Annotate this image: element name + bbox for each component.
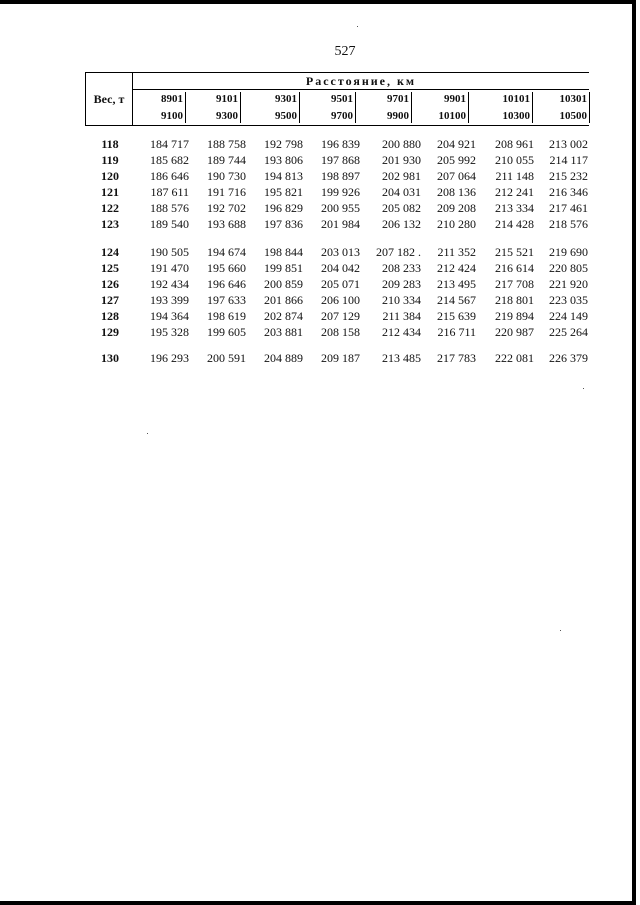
value-cell: 201 930: [382, 153, 421, 167]
weight-cell: 124: [101, 245, 119, 259]
value-cell: 214 117: [549, 153, 588, 167]
value-cell: 209 187: [321, 351, 360, 365]
scan-speck: [560, 630, 561, 631]
range-from: 9301: [275, 93, 297, 105]
weight-cell: 127: [101, 293, 119, 307]
value-cell: 208 233: [382, 261, 421, 275]
value-cell: 213 495: [437, 277, 476, 291]
weight-cell: 121: [101, 185, 119, 199]
value-cell: 191 470: [150, 261, 189, 275]
value-cell: 217 461: [549, 201, 588, 215]
value-cell: 200 591: [207, 351, 246, 365]
range-from: 10301: [559, 93, 587, 105]
value-cell: 211 148: [495, 169, 534, 183]
value-cell: 217 708: [495, 277, 534, 291]
value-cell: 195 660: [207, 261, 246, 275]
value-cell: 199 605: [207, 325, 246, 339]
value-cell: 205 992: [437, 153, 476, 167]
value-cell: 213 002: [549, 137, 588, 151]
value-cell: 226 379: [549, 351, 588, 365]
value-cell: 211 352: [437, 245, 476, 259]
distance-header: Расстояние, км: [133, 73, 589, 90]
value-cell: 191 716: [207, 185, 246, 199]
value-cell: 216 614: [495, 261, 534, 275]
value-cell: 217 783: [437, 351, 476, 365]
value-cell: 218 801: [495, 293, 534, 307]
table-row: [0, 277, 640, 294]
value-cell: 213 334: [495, 201, 534, 215]
value-cell: 198 897: [321, 169, 360, 183]
value-cell: 219 690: [549, 245, 588, 259]
value-cell: 187 611: [150, 185, 189, 199]
weight-cell: 122: [101, 201, 119, 215]
weight-cell: 129: [101, 325, 119, 339]
scan-speck: [583, 388, 584, 389]
value-cell: 196 839: [321, 137, 360, 151]
range-to: 10500: [559, 110, 587, 122]
range-from: 10101: [502, 93, 530, 105]
value-cell: 218 576: [549, 217, 588, 231]
range-to: 9900: [387, 110, 409, 122]
value-cell: 200 955: [321, 201, 360, 215]
value-cell: 222 081: [495, 351, 534, 365]
value-cell: 205 071: [321, 277, 360, 291]
value-cell: 210 334: [382, 293, 421, 307]
value-cell: 185 682: [150, 153, 189, 167]
value-cell: 197 633: [207, 293, 246, 307]
value-cell: 219 894: [495, 309, 534, 323]
value-cell: 194 674: [207, 245, 246, 259]
table-row: [0, 261, 640, 278]
value-cell: 190 730: [207, 169, 246, 183]
table-row: [0, 169, 640, 186]
value-cell: 215 639: [437, 309, 476, 323]
value-cell: 221 920: [549, 277, 588, 291]
value-cell: 208 961: [495, 137, 534, 151]
weight-cell: 128: [101, 309, 119, 323]
value-cell: 212 434: [382, 325, 421, 339]
value-cell: 215 232: [549, 169, 588, 183]
value-cell: 209 283: [382, 277, 421, 291]
value-cell: 198 844: [264, 245, 303, 259]
value-cell: 201 866: [264, 293, 303, 307]
table-row: [0, 309, 640, 326]
weight-cell: 126: [101, 277, 119, 291]
value-cell: 208 158: [321, 325, 360, 339]
weight-cell: 119: [101, 153, 119, 167]
value-cell: 205 082: [382, 201, 421, 215]
weight-column-header: Вес, т: [86, 73, 133, 125]
value-cell: 202 874: [264, 309, 303, 323]
value-cell: 189 744: [207, 153, 246, 167]
value-cell: 208 136: [437, 185, 476, 199]
page-number: 527: [334, 44, 356, 59]
range-from: 9501: [331, 93, 353, 105]
value-cell: 224 149: [549, 309, 588, 323]
weight-cell: 130: [101, 351, 119, 365]
table-row: [0, 185, 640, 202]
range-to: 10100: [438, 110, 466, 122]
value-cell: 204 921: [437, 137, 476, 151]
value-cell: 203 881: [264, 325, 303, 339]
table-row: [0, 153, 640, 170]
weight-cell: 123: [101, 217, 119, 231]
value-cell: 212 241: [495, 185, 534, 199]
scan-speck: [357, 26, 358, 27]
value-cell: 192 434: [150, 277, 189, 291]
value-cell: 207 182 .: [376, 245, 421, 259]
value-cell: 201 984: [321, 217, 360, 231]
value-cell: 196 829: [264, 201, 303, 215]
table-row: [0, 351, 640, 368]
range-to: 10300: [502, 110, 530, 122]
weight-cell: 125: [101, 261, 119, 275]
scan-speck: [147, 433, 148, 434]
range-to: 9500: [275, 110, 297, 122]
value-cell: 193 688: [207, 217, 246, 231]
value-cell: 204 889: [264, 351, 303, 365]
table-row: [0, 201, 640, 218]
value-cell: 220 987: [495, 325, 534, 339]
value-cell: 214 567: [437, 293, 476, 307]
value-cell: 197 836: [264, 217, 303, 231]
value-cell: 216 711: [437, 325, 476, 339]
range-from: 9101: [216, 93, 238, 105]
value-cell: 200 880: [382, 137, 421, 151]
value-cell: 197 868: [321, 153, 360, 167]
range-from: 9701: [387, 93, 409, 105]
value-cell: 207 129: [321, 309, 360, 323]
value-cell: 223 035: [549, 293, 588, 307]
value-cell: 200 859: [264, 277, 303, 291]
value-cell: 202 981: [382, 169, 421, 183]
value-cell: 192 798: [264, 137, 303, 151]
value-cell: 225 264: [549, 325, 588, 339]
value-cell: 215 521: [495, 245, 534, 259]
range-to: 9300: [216, 110, 238, 122]
value-cell: 199 926: [321, 185, 360, 199]
value-cell: 198 619: [207, 309, 246, 323]
value-cell: 194 813: [264, 169, 303, 183]
value-cell: 195 328: [150, 325, 189, 339]
value-cell: 206 132: [382, 217, 421, 231]
range-from: 9901: [444, 93, 466, 105]
value-cell: 195 821: [264, 185, 303, 199]
table-row: [0, 325, 640, 342]
value-cell: 207 064: [437, 169, 476, 183]
value-cell: 206 100: [321, 293, 360, 307]
value-cell: 194 364: [150, 309, 189, 323]
value-cell: 214 428: [495, 217, 534, 231]
weight-cell: 120: [101, 169, 119, 183]
value-cell: 188 576: [150, 201, 189, 215]
value-cell: 209 208: [437, 201, 476, 215]
value-cell: 211 384: [382, 309, 421, 323]
value-cell: 196 646: [207, 277, 246, 291]
value-cell: 193 399: [150, 293, 189, 307]
table-row: [0, 137, 640, 154]
range-to: 9100: [161, 110, 183, 122]
value-cell: 220 805: [549, 261, 588, 275]
value-cell: 199 851: [264, 261, 303, 275]
value-cell: 203 013: [321, 245, 360, 259]
range-to: 9700: [331, 110, 353, 122]
table-row: [0, 293, 640, 310]
value-cell: 184 717: [150, 137, 189, 151]
table-row: [0, 217, 640, 234]
value-cell: 212 424: [437, 261, 476, 275]
value-cell: 204 042: [321, 261, 360, 275]
value-cell: 213 485: [382, 351, 421, 365]
value-cell: 204 031: [382, 185, 421, 199]
value-cell: 189 540: [150, 217, 189, 231]
table-row: [0, 245, 640, 262]
range-from: 8901: [161, 93, 183, 105]
value-cell: 193 806: [264, 153, 303, 167]
value-cell: 188 758: [207, 137, 246, 151]
value-cell: 210 055: [495, 153, 534, 167]
value-cell: 216 346: [549, 185, 588, 199]
weight-cell: 118: [101, 137, 119, 151]
value-cell: 190 505: [150, 245, 189, 259]
value-cell: 196 293: [150, 351, 189, 365]
value-cell: 186 646: [150, 169, 189, 183]
value-cell: 192 702: [207, 201, 246, 215]
value-cell: 210 280: [437, 217, 476, 231]
